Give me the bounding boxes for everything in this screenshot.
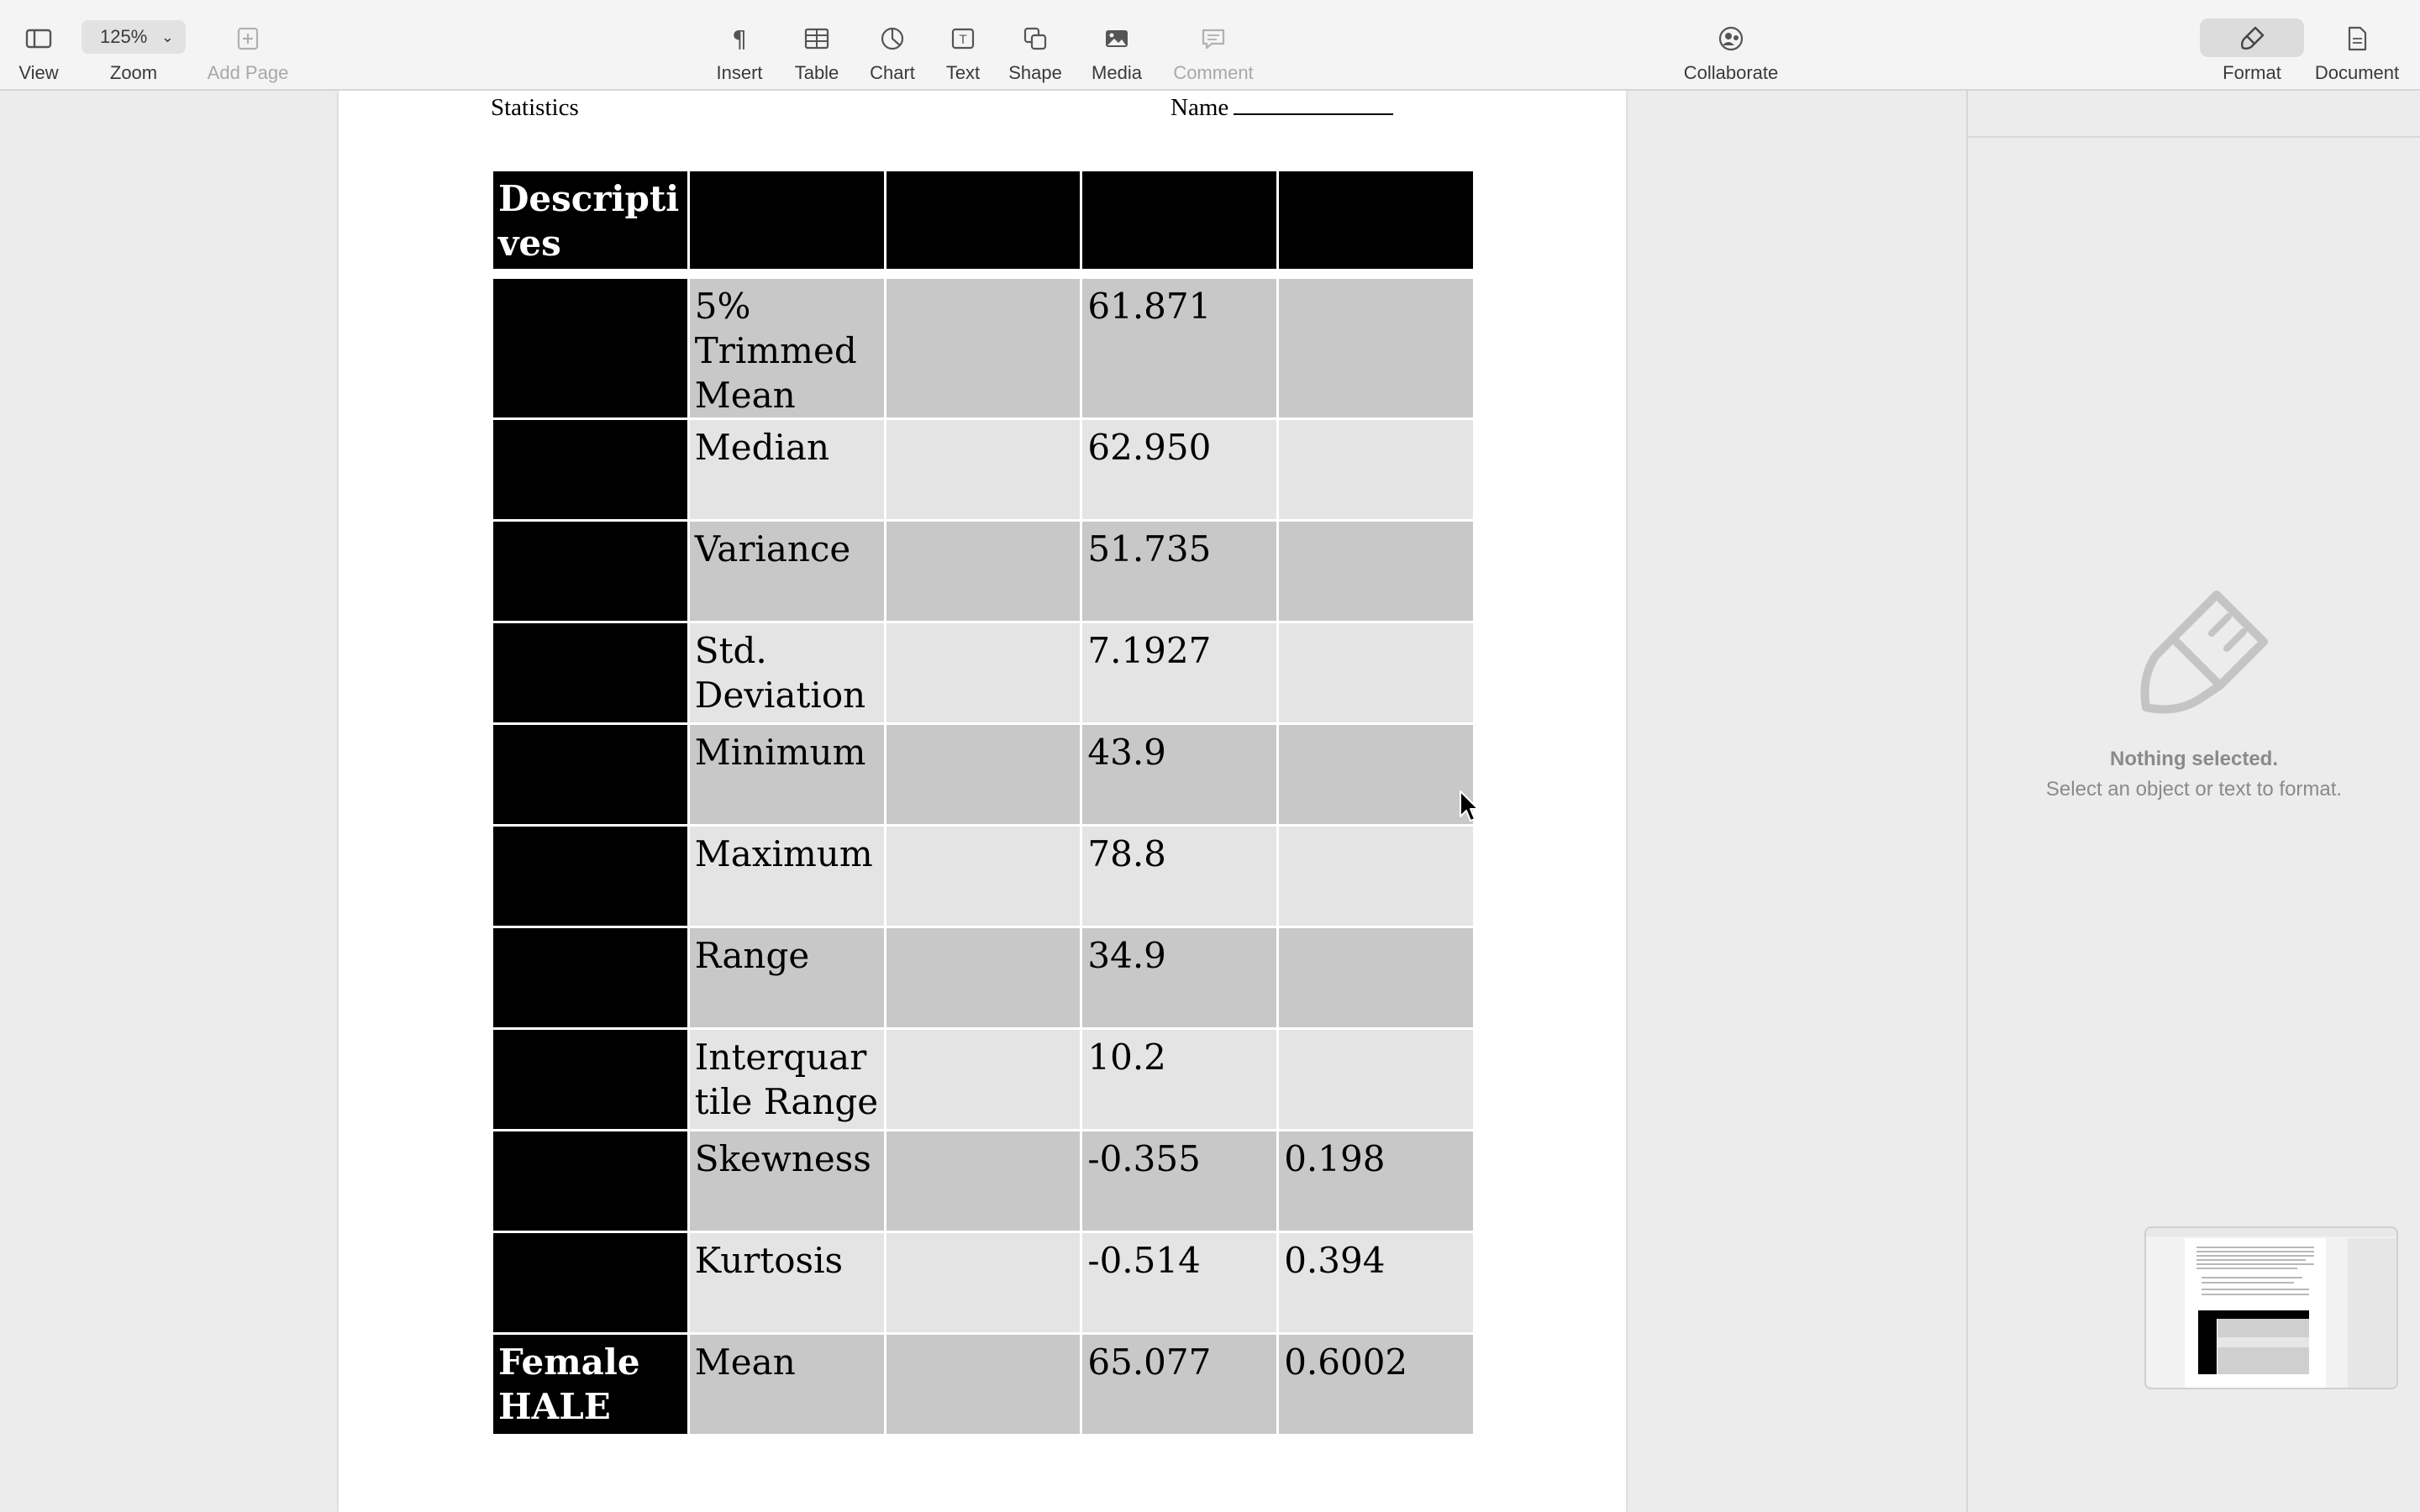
inspector-tab-strip [1968,91,2420,138]
statistic-value-cell[interactable]: 51.735 [1082,522,1276,621]
std-error-cell[interactable]: 0.198 [1279,1131,1473,1231]
row-label-cell[interactable] [493,522,687,621]
empty-cell[interactable] [886,928,1081,1027]
std-error-cell[interactable] [1279,1030,1473,1129]
table-row [493,522,1473,621]
empty-cell[interactable] [886,1335,1081,1434]
row-label-cell[interactable] [493,725,687,824]
collaborate-button[interactable] [1674,0,1788,91]
text-button[interactable] [929,0,997,91]
std-error-cell[interactable] [1279,827,1473,926]
document-button[interactable] [2309,0,2405,91]
empty-cell[interactable] [886,1233,1081,1332]
collaborate-label: Collaborate [1683,62,1779,83]
std-error-cell[interactable]: 0.394 [1279,1233,1473,1332]
statistic-value-cell[interactable]: 34.9 [1082,928,1276,1027]
format-label: Format [2223,62,2281,83]
table-header-cell[interactable] [690,171,884,269]
document-icon [2340,22,2374,55]
table-row [493,623,1473,722]
empty-cell[interactable] [886,827,1081,926]
row-label-cell[interactable] [493,928,687,1027]
std-error-cell[interactable] [1279,420,1473,519]
page-thumbnail[interactable] [2144,1226,2398,1389]
text-box-icon [946,22,980,55]
std-error-cell[interactable] [1279,725,1473,824]
text-label: Text [945,62,981,83]
mouse-pointer-icon [1459,790,1481,823]
row-label-cell[interactable] [493,1233,687,1332]
svg-text:¶: ¶ [732,25,747,53]
row-label-cell[interactable]: Female HALE [493,1335,687,1434]
statistic-value-cell[interactable]: 7.1927 [1082,623,1276,722]
svg-text:T: T [959,34,967,47]
statistic-value-cell[interactable]: -0.355 [1082,1131,1276,1231]
statistic-value-cell[interactable]: 61.871 [1082,279,1276,417]
zoom-label: Zoom [109,62,158,83]
table-icon [800,22,834,55]
view-label: View [18,62,59,83]
insert-button[interactable] [706,0,773,91]
toolbar [0,0,2420,91]
zoom-select[interactable] [82,20,186,54]
row-label-cell[interactable] [493,623,687,722]
table-button[interactable] [783,0,850,91]
stat-name-cell[interactable]: Variance [690,522,884,621]
comment-button[interactable] [1165,0,1262,91]
stat-name-cell[interactable]: Minimum [690,725,884,824]
name-label: Name [1171,94,1229,121]
std-error-cell[interactable] [1279,928,1473,1027]
empty-cell[interactable] [886,1030,1081,1129]
std-error-cell[interactable] [1279,623,1473,722]
table-row [493,827,1473,926]
empty-cell[interactable] [886,623,1081,722]
add-page-button[interactable] [198,0,297,91]
empty-cell[interactable] [886,1131,1081,1231]
zoom-value: 125% [100,26,148,47]
sidebar-icon [22,22,55,55]
thumbnail-preview-icon [2146,1228,2396,1388]
shape-icon [1018,22,1052,55]
stat-name-cell[interactable]: Median [690,420,884,519]
statistic-value-cell[interactable]: -0.514 [1082,1233,1276,1332]
table-header-cell[interactable] [886,171,1081,269]
stat-name-cell[interactable]: Std. Deviation [690,623,884,722]
descriptives-table[interactable] [491,169,1476,1436]
empty-cell[interactable] [886,420,1081,519]
photo-icon [1100,22,1134,55]
row-label-cell[interactable] [493,420,687,519]
table-header-cell[interactable] [1279,171,1473,269]
chevron-down-icon: ⌄ [160,29,174,45]
empty-cell[interactable] [886,522,1081,621]
media-label: Media [1092,62,1142,83]
shape-button[interactable] [1002,0,1069,91]
add-page-label: Add Page [207,62,289,83]
comment-label: Comment [1173,62,1254,83]
chart-button[interactable] [859,0,926,91]
statistic-value-cell[interactable]: 43.9 [1082,725,1276,824]
row-label-cell[interactable] [493,1030,687,1129]
stat-name-cell[interactable]: Maximum [690,827,884,926]
table-header-row [493,171,1473,269]
stat-name-cell[interactable]: Kurtosis [690,1233,884,1332]
row-label-cell[interactable] [493,827,687,926]
std-error-cell[interactable] [1279,279,1473,417]
format-button[interactable] [2198,0,2306,91]
chart-label: Chart [870,62,915,83]
paintbrush-icon [2235,22,2269,55]
table-row [493,1335,1473,1434]
stat-name-cell[interactable]: Skewness [690,1131,884,1231]
table-label: Table [794,62,839,83]
std-error-cell[interactable]: 0.6002 [1279,1335,1473,1434]
table-row [493,420,1473,519]
comment-icon [1197,22,1230,55]
header-subject[interactable]: Statistics [491,94,579,121]
header-name-field[interactable] [1171,94,1393,122]
statistic-value-cell[interactable]: 65.077 [1082,1335,1276,1434]
empty-cell[interactable] [886,279,1081,417]
document-label: Document [2314,62,2400,83]
stat-name-cell[interactable]: 5% Trimmed Mean [690,279,884,417]
statistic-value-cell[interactable]: 62.950 [1082,420,1276,519]
pilcrow-icon [723,22,756,55]
view-button[interactable] [5,0,72,91]
table-row [493,928,1473,1027]
chart-icon [876,22,909,55]
table-row [493,1233,1473,1332]
stat-name-cell[interactable]: Interquartile Range [690,1030,884,1129]
nothing-selected-title: Nothing selected. [2109,748,2279,770]
statistic-value-cell[interactable]: 10.2 [1082,1030,1276,1129]
empty-cell[interactable] [886,725,1081,824]
table-row [493,1030,1473,1129]
table-header-cell[interactable]: Descriptives [493,171,687,269]
row-label-cell[interactable] [493,1131,687,1231]
table-header-cell[interactable] [1082,171,1276,269]
stat-name-cell[interactable]: Mean [690,1335,884,1434]
zoom-control[interactable] [81,0,187,91]
insert-label: Insert [716,62,763,83]
stat-name-cell[interactable]: Range [690,928,884,1027]
name-blank-line [1234,97,1393,115]
document-canvas[interactable] [0,91,1966,1512]
media-button[interactable] [1082,0,1151,91]
nothing-selected-hint: Select an object or text to format. [2045,778,2343,801]
add-page-icon [231,22,265,55]
document-page[interactable] [339,91,1626,1512]
table-row [493,725,1473,824]
collaborate-icon [1714,22,1748,55]
std-error-cell[interactable] [1279,522,1473,621]
paintbrush-icon [2126,583,2275,732]
statistic-value-cell[interactable]: 78.8 [1082,827,1276,926]
table-row [493,1131,1473,1231]
row-label-cell[interactable] [493,279,687,417]
shape-label: Shape [1008,62,1062,83]
table-row [493,279,1473,417]
